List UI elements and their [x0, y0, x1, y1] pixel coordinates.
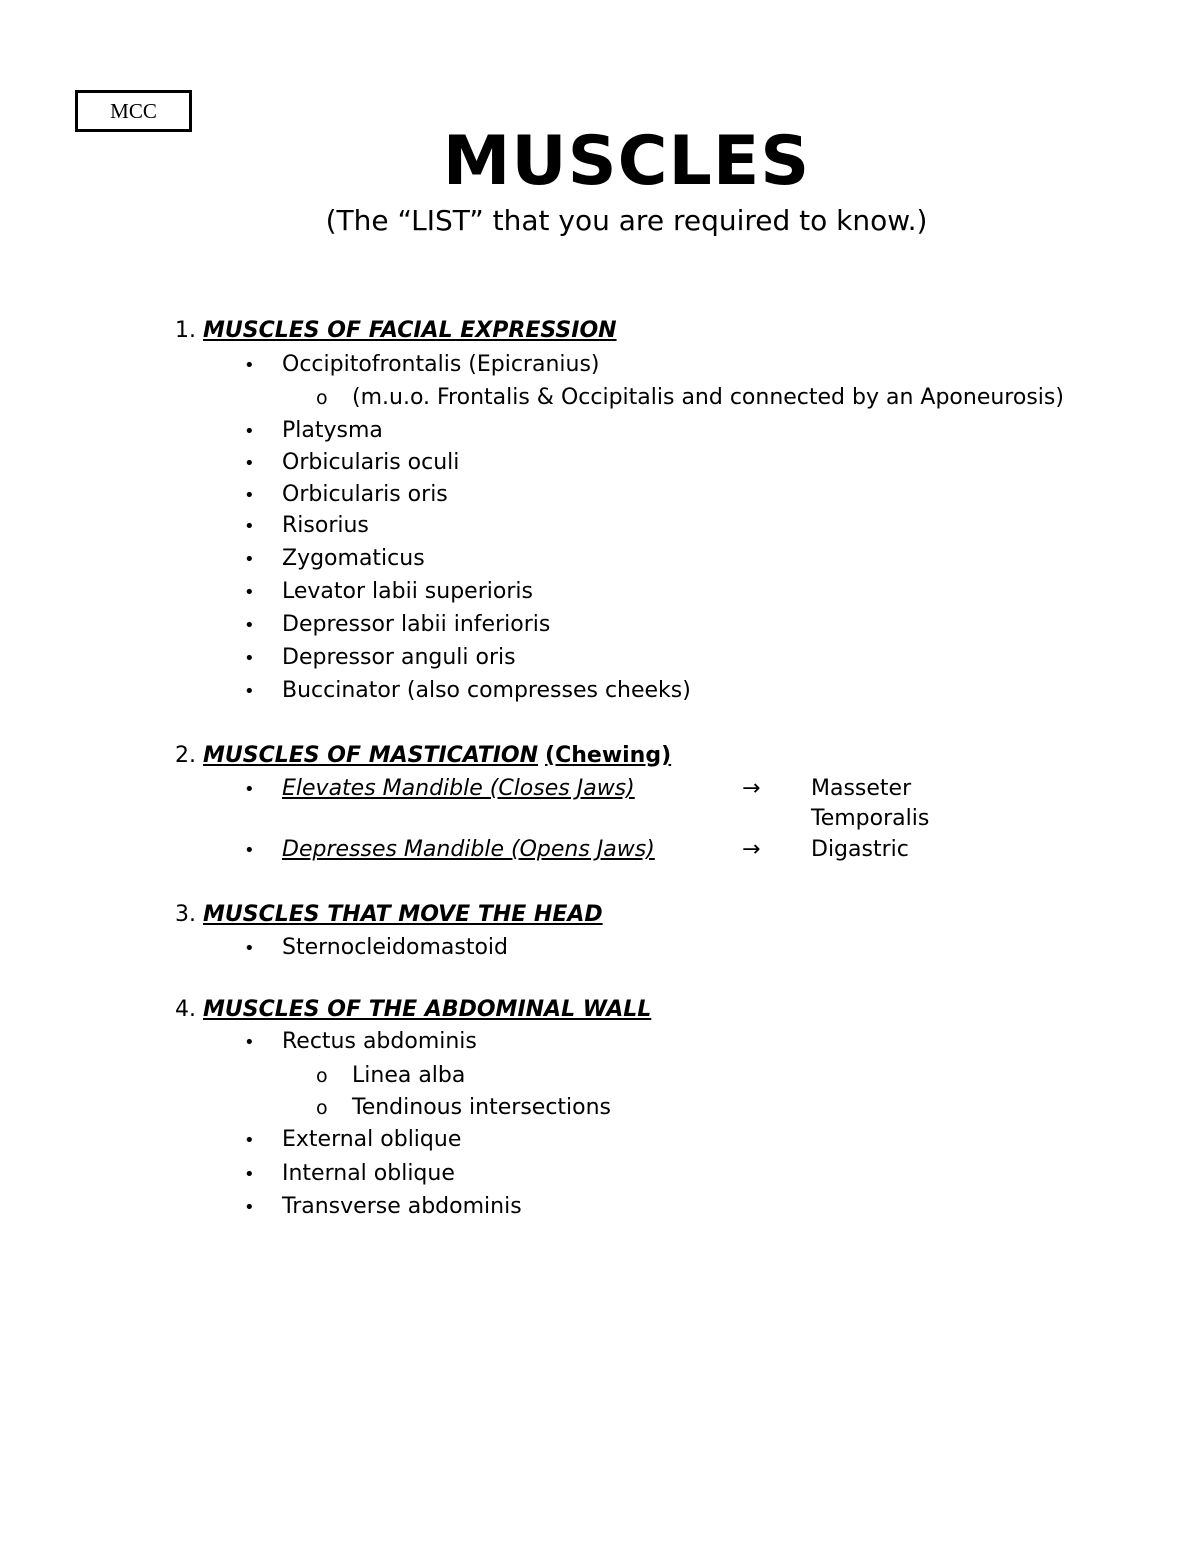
page-subtitle: (The “LIST” that you are required to know.) — [325, 204, 928, 237]
muscle-name: Digastric — [811, 837, 909, 862]
bullet-icon: • — [244, 421, 255, 442]
section-number: 2. — [175, 743, 196, 768]
list-item: • Platysma — [244, 418, 383, 443]
bullet-icon: • — [244, 1197, 255, 1218]
section-1-heading — [175, 318, 617, 343]
bullet-icon: • — [244, 615, 255, 636]
bullet-icon: • — [244, 779, 255, 800]
section-number: 3. — [175, 902, 196, 927]
bullet-icon: • — [244, 648, 255, 669]
bullet-icon: • — [244, 453, 255, 474]
circle-bullet-icon: o — [316, 1097, 328, 1119]
section-number: 4. — [175, 997, 196, 1022]
sub-list-item: o Linea alba — [316, 1063, 466, 1088]
section-2-heading — [175, 743, 671, 768]
list-item: • Buccinator (also compresses cheeks) — [244, 678, 691, 703]
list-item: • Rectus abdominis — [244, 1029, 477, 1054]
muscle-name: Masseter — [811, 776, 912, 801]
list-item: • Transverse abdominis — [244, 1194, 522, 1219]
section-title: MUSCLES OF FACIAL EXPRESSION — [203, 318, 617, 343]
circle-bullet-icon: o — [316, 1065, 328, 1087]
section-title: MUSCLES OF THE ABDOMINAL WALL — [203, 997, 652, 1022]
mcc-label-text: MCC — [110, 98, 157, 123]
list-item: • Orbicularis oris — [244, 482, 448, 507]
bullet-icon: • — [244, 1032, 255, 1053]
section-title: MUSCLES OF MASTICATION — [203, 743, 539, 768]
sub-list-item: o (m.u.o. Frontalis & Occipitalis and connected by an Aponeurosis) — [316, 385, 1064, 410]
bullet-icon: • — [244, 681, 255, 702]
list-item: • External oblique — [244, 1127, 462, 1152]
sub-list-item: o Tendinous intersections — [316, 1095, 612, 1120]
arrow-right-icon: → — [742, 837, 761, 862]
section-title: MUSCLES THAT MOVE THE HEAD — [203, 902, 603, 927]
section-note: (Chewing) — [545, 743, 672, 768]
list-item: • Orbicularis oculi — [244, 450, 460, 475]
bullet-icon: • — [244, 840, 255, 861]
bullet-icon: • — [244, 485, 255, 506]
section-4-heading — [175, 997, 651, 1022]
list-item: • Zygomaticus — [244, 546, 425, 571]
section-number: 1. — [175, 318, 196, 343]
list-item: • Depressor anguli oris — [244, 645, 516, 670]
list-item: • Risorius — [244, 513, 369, 538]
bullet-icon: • — [244, 355, 255, 376]
list-item: • Elevates Mandible (Closes Jaws) — [244, 776, 635, 801]
list-item: • Internal oblique — [244, 1161, 455, 1186]
bullet-icon: • — [244, 938, 255, 959]
list-item: • Sternocleidomastoid — [244, 935, 509, 960]
list-item: • Depresses Mandible (Opens Jaws) — [244, 837, 655, 862]
circle-bullet-icon: o — [316, 387, 328, 409]
arrow-right-icon: → — [742, 776, 761, 801]
list-item: • Depressor labii inferioris — [244, 612, 551, 637]
list-item: • Occipitofrontalis (Epicranius) — [244, 352, 600, 377]
muscle-name: Temporalis — [811, 806, 930, 831]
bullet-icon: • — [244, 1164, 255, 1185]
list-item: • Levator labii superioris — [244, 579, 533, 604]
page-title: MUSCLES — [442, 122, 811, 201]
bullet-icon: • — [244, 516, 255, 537]
section-3-heading — [175, 902, 603, 927]
bullet-icon: • — [244, 1130, 255, 1151]
bullet-icon: • — [244, 582, 255, 603]
bullet-icon: • — [244, 549, 255, 570]
